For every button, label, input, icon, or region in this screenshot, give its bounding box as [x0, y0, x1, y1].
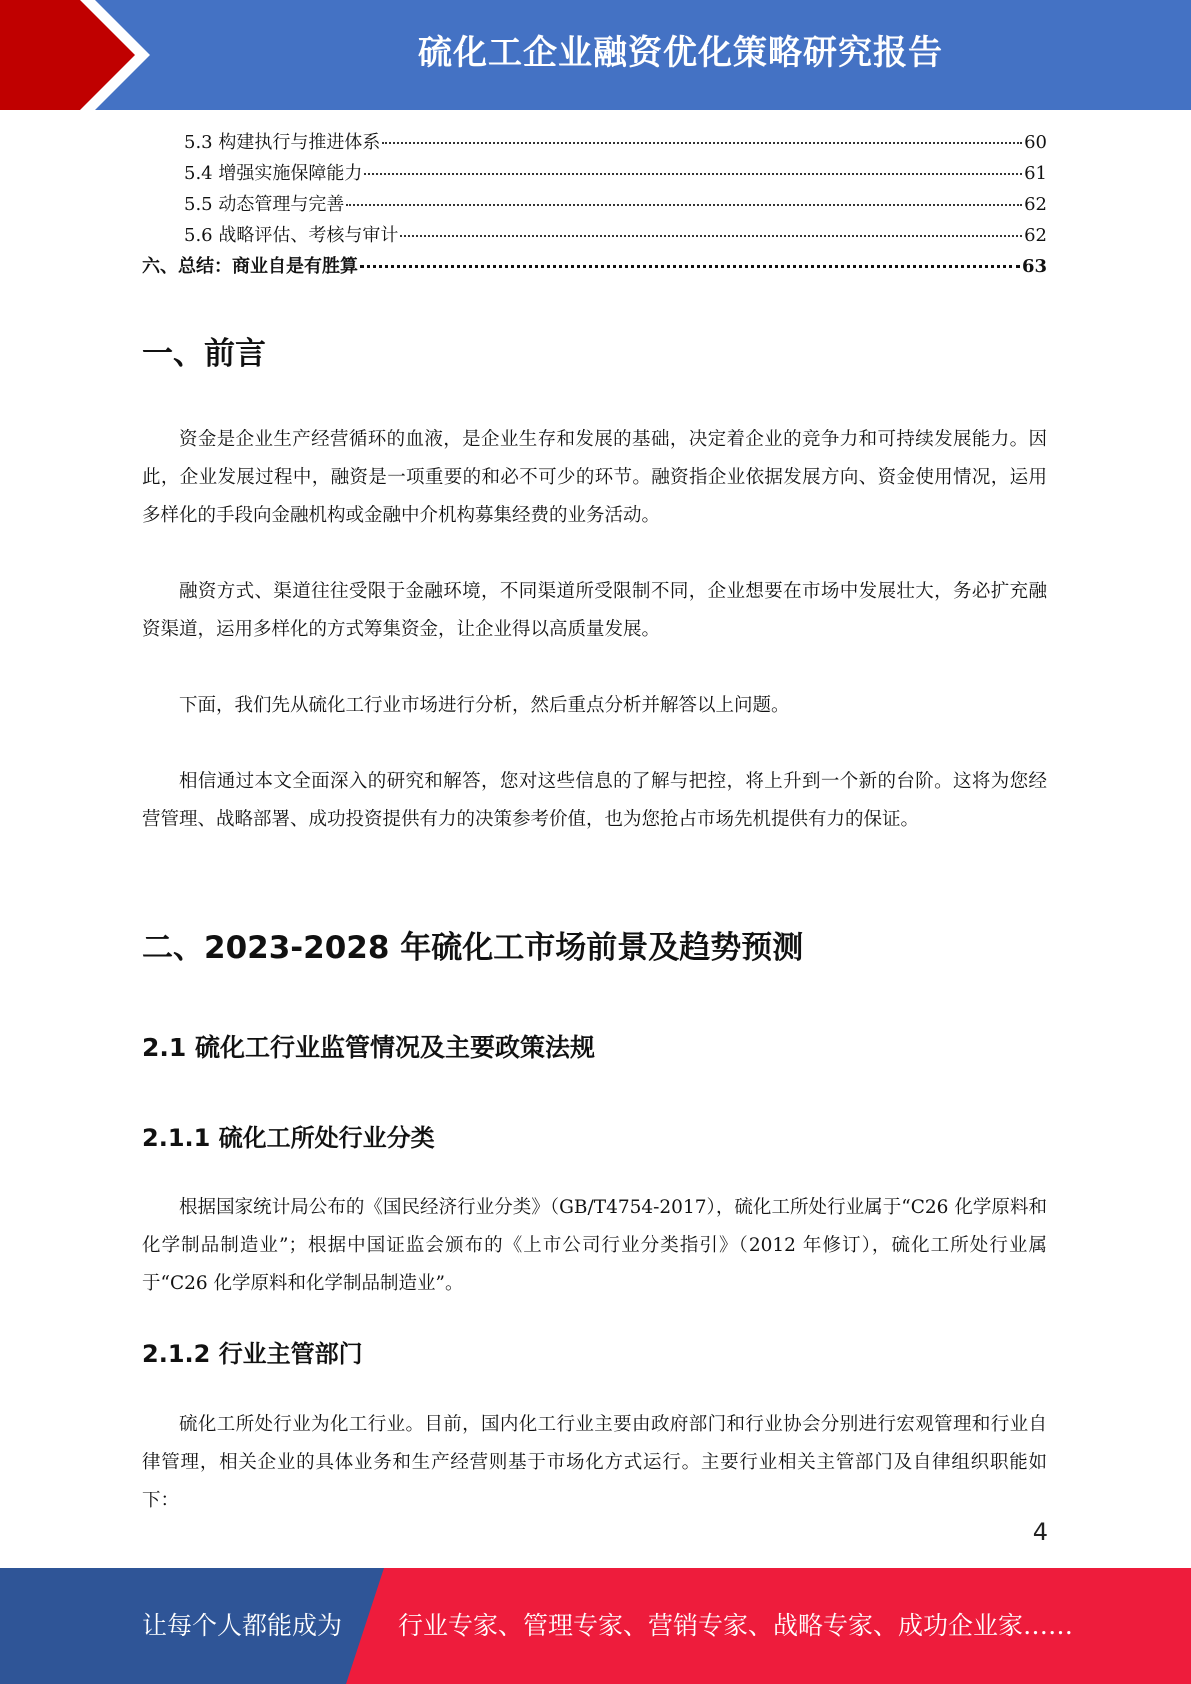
toc-entry-page: 63 — [1021, 256, 1047, 277]
table-of-contents — [142, 128, 1047, 283]
toc-entry[interactable] — [142, 252, 1047, 283]
toc-entry-label: 5.5 动态管理与完善 — [184, 194, 345, 215]
toc-entry[interactable] — [142, 128, 1047, 159]
paragraph: 硫化工所处行业为化工行业。目前，国内化工行业主要由政府部门和行业协会分别进行宏观管理和行业自律管理，相关企业的具体业务和生产经营则基于市场化方式运行。主要行业相关主管部门及自律组织职能如下： — [142, 1414, 1047, 1511]
toc-leader-dots — [360, 265, 1020, 268]
toc-entry-label: 5.4 增强实施保障能力 — [184, 163, 363, 184]
section-heading: 一、前言 — [142, 336, 266, 372]
page-footer — [0, 1568, 1191, 1684]
toc-leader-dots — [400, 235, 1022, 237]
header-arrow-decoration — [0, 0, 160, 110]
toc-entry-page: 62 — [1024, 194, 1047, 215]
toc-entry[interactable] — [142, 190, 1047, 221]
page-number: 4 — [1032, 1518, 1048, 1546]
toc-entry-page: 61 — [1024, 163, 1047, 184]
footer-slogan-right: 行业专家、管理专家、营销专家、战略专家、成功企业家…… — [398, 1611, 1074, 1640]
subsection-heading: 2.1 硫化工行业监管情况及主要政策法规 — [142, 1033, 595, 1062]
toc-leader-dots — [346, 204, 1022, 206]
paragraph: 相信通过本文全面深入的研究和解答，您对这些信息的了解与把控，将上升到一个新的台阶。这将为您经营管理、战略部署、成功投资提供有力的决策参考价值，也为您抢占市场先机提供有力的保证。 — [142, 771, 1047, 830]
page-header — [0, 0, 1191, 110]
document-body — [142, 128, 1047, 283]
toc-leader-dots — [364, 173, 1022, 175]
paragraph: 融资方式、渠道往往受限于金融环境，不同渠道所受限制不同，企业想要在市场中发展壮大，务必扩充融资渠道，运用多样化的方式筹集资金，让企业得以高质量发展。 — [142, 581, 1047, 640]
report-title: 硫化工企业融资优化策略研究报告 — [418, 33, 943, 73]
toc-entry-page: 62 — [1024, 225, 1047, 246]
toc-entry-label: 5.6 战略评估、考核与审计 — [184, 225, 399, 246]
subsubsection-heading: 2.1.2 行业主管部门 — [142, 1340, 363, 1368]
paragraph: 下面，我们先从硫化工行业市场进行分析，然后重点分析并解答以上问题。 — [179, 695, 790, 716]
toc-entry[interactable] — [142, 159, 1047, 190]
footer-slogan-left: 让每个人都能成为 — [142, 1611, 343, 1640]
paragraph: 根据国家统计局公布的《国民经济行业分类》（GB/T4754-2017），硫化工所处行业属于“C26 化学原料和化学制品制造业”；根据中国证监会颁布的《上市公司行业分类指引》（2012 年修订），硫化工所处行业属于“C26 化学原料和化学制品制造业”。 — [142, 1197, 1047, 1294]
toc-entry-label: 六、总结：商业自是有胜算 — [142, 256, 358, 277]
toc-entry-label: 5.3 构建执行与推进体系 — [184, 132, 381, 153]
toc-entry-page: 60 — [1024, 132, 1047, 153]
subsubsection-heading: 2.1.1 硫化工所处行业分类 — [142, 1124, 435, 1152]
section-heading: 二、2023-2028 年硫化工市场前景及趋势预测 — [142, 930, 804, 966]
toc-entry[interactable] — [142, 221, 1047, 252]
paragraph: 资金是企业生产经营循环的血液，是企业生存和发展的基础，决定着企业的竞争力和可持续发展能力。因此，企业发展过程中，融资是一项重要的和必不可少的环节。融资指企业依据发展方向、资金使用情况，运用多样化的手段向金融机构或金融中介机构募集经费的业务活动。 — [142, 429, 1047, 526]
toc-leader-dots — [382, 142, 1022, 144]
